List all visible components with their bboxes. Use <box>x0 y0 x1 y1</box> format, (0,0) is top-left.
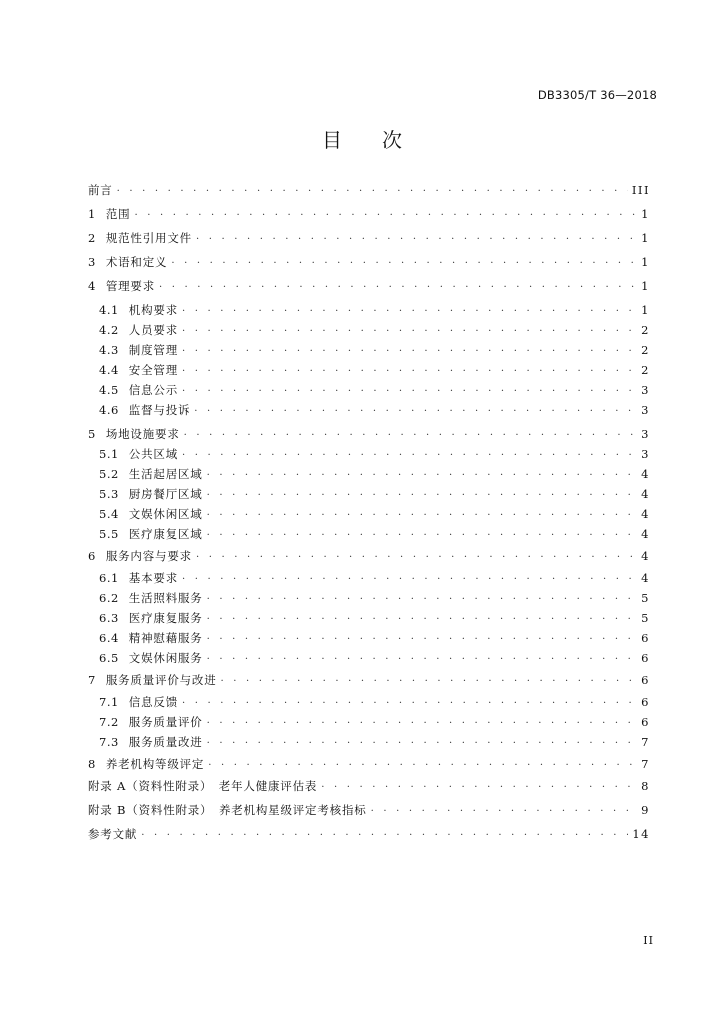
toc-entry-page: 4 <box>641 527 650 541</box>
toc-leader-dots <box>207 485 636 501</box>
toc-entry[interactable] <box>99 362 650 378</box>
toc-entry[interactable] <box>88 426 650 442</box>
toc-entry-label: 监督与投诉 <box>128 403 191 417</box>
toc-entry-page: 5 <box>641 591 650 605</box>
toc-entry-number: 4 <box>88 279 96 293</box>
toc-entry[interactable] <box>99 446 650 462</box>
toc-entry-page: 2 <box>641 323 650 337</box>
toc-entry[interactable] <box>99 694 650 710</box>
toc-entry[interactable] <box>99 382 650 398</box>
toc-entry-label: 人员要求 <box>128 323 178 337</box>
toc-entry-number: 1 <box>88 207 96 221</box>
toc-leader-dots <box>207 629 636 645</box>
toc-leader-dots <box>207 505 636 521</box>
toc-entry-number: 7.2 <box>99 715 119 729</box>
toc-entry-page: 3 <box>641 427 650 441</box>
toc-entry[interactable] <box>99 650 650 666</box>
page-number: II <box>643 934 654 947</box>
toc-leader-dots <box>207 733 636 749</box>
toc-entry-page: 4 <box>641 507 650 521</box>
toc-entry-page: 9 <box>641 803 650 817</box>
toc-leader-dots <box>196 547 636 563</box>
toc-entry-number: 6.2 <box>99 591 119 605</box>
toc-entry[interactable] <box>88 548 650 564</box>
toc-leader-dots <box>182 361 636 377</box>
toc-entry-label: 管理要求 <box>105 279 156 293</box>
toc-leader-dots <box>134 205 636 221</box>
toc-entry-number: 6.3 <box>99 611 119 625</box>
toc-leader-dots <box>194 401 636 417</box>
toc-entry[interactable] <box>99 342 650 358</box>
toc-entry[interactable] <box>99 526 650 542</box>
toc-entry-number: 5.5 <box>99 527 119 541</box>
toc-entry-number: 4.5 <box>99 383 119 397</box>
toc-entry-label: 服务质量评价 <box>128 715 203 729</box>
toc-entry-number: 4.3 <box>99 343 119 357</box>
toc-leader-dots <box>171 253 636 269</box>
toc-entry-label: 文娱休闲区域 <box>128 507 203 521</box>
toc-entry-page: 14 <box>632 827 650 841</box>
toc-entry[interactable] <box>88 778 650 794</box>
toc-entry-page: 6 <box>641 651 650 665</box>
toc-entry-page: 4 <box>641 549 650 563</box>
toc-leader-dots <box>117 181 628 197</box>
toc-entry[interactable] <box>99 302 650 318</box>
toc-entry-label: 服务质量改进 <box>128 735 203 749</box>
toc-entry-page: 3 <box>641 383 650 397</box>
toc-leader-dots <box>182 321 636 337</box>
toc-entry-label: 安全管理 <box>128 363 178 377</box>
toc-entry-page: 5 <box>641 611 650 625</box>
toc-entry-label: 养老机构等级评定 <box>105 757 205 771</box>
toc-entry-number: 6 <box>88 549 96 563</box>
toc-leader-dots <box>208 755 636 771</box>
toc-entry-number: 6.4 <box>99 631 119 645</box>
toc-entry[interactable] <box>88 206 650 222</box>
toc-entry[interactable] <box>99 714 650 730</box>
toc-entry-label: 附录 A（资料性附录） 老年人健康评估表 <box>88 779 318 793</box>
toc-entry-number: 4.6 <box>99 403 119 417</box>
toc-entry-label: 范围 <box>105 207 131 221</box>
toc-entry-page: 1 <box>641 255 650 269</box>
toc-entry-number: 3 <box>88 255 96 269</box>
toc-entry[interactable] <box>88 802 650 818</box>
toc-entry-label: 术语和定义 <box>105 255 168 269</box>
toc-leader-dots <box>159 277 636 293</box>
toc-leader-dots <box>207 713 636 729</box>
toc-leader-dots <box>182 445 636 461</box>
toc-entry[interactable] <box>99 590 650 606</box>
toc-entry-label: 机构要求 <box>128 303 178 317</box>
toc-entry-label: 精神慰藉服务 <box>128 631 203 645</box>
toc-entry-page: 6 <box>641 695 650 709</box>
toc-entry-page: 8 <box>641 779 650 793</box>
toc-entry-page: 6 <box>641 715 650 729</box>
toc-leader-dots <box>182 341 636 357</box>
toc-entry-page: 7 <box>641 757 650 771</box>
toc-entry-page: 2 <box>641 343 650 357</box>
toc-entry[interactable] <box>99 610 650 626</box>
toc-leader-dots <box>184 425 636 441</box>
toc-leader-dots <box>182 693 636 709</box>
toc-entry-label: 生活起居区域 <box>128 467 203 481</box>
toc-entry-label: 场地设施要求 <box>105 427 180 441</box>
toc-entry-label: 信息公示 <box>128 383 178 397</box>
toc-leader-dots <box>141 825 628 841</box>
toc-entry-page: 1 <box>641 303 650 317</box>
toc-leader-dots <box>182 569 636 585</box>
toc-entry-page: 1 <box>641 207 650 221</box>
toc-entry-number: 4.1 <box>99 303 119 317</box>
page-title <box>0 124 724 153</box>
title-part-2: 次 <box>382 128 402 152</box>
toc-entry[interactable] <box>88 230 650 246</box>
toc-entry[interactable] <box>99 734 650 750</box>
toc-entry-page: 4 <box>641 487 650 501</box>
toc-entry[interactable] <box>99 322 650 338</box>
toc-entry-number: 5.4 <box>99 507 119 521</box>
toc-entry-page: 4 <box>641 467 650 481</box>
toc-entry-number: 7 <box>88 673 96 687</box>
toc-entry-page: 3 <box>641 447 650 461</box>
toc-entry[interactable] <box>88 756 650 772</box>
toc-entry-label: 参考文献 <box>88 827 138 841</box>
toc-entry[interactable] <box>88 826 650 842</box>
document-code: DB3305/T 36—2018 <box>537 88 657 102</box>
toc-entry-label: 医疗康复区域 <box>128 527 203 541</box>
toc-entry[interactable] <box>88 672 650 688</box>
toc-entry-number: 5 <box>88 427 96 441</box>
toc-entry-page: 4 <box>641 571 650 585</box>
toc-entry-label: 公共区域 <box>128 447 178 461</box>
toc-entry-label: 附录 B（资料性附录） 养老机构星级评定考核指标 <box>88 803 367 817</box>
toc-entry-number: 6.1 <box>99 571 119 585</box>
toc-entry-page: 3 <box>641 403 650 417</box>
toc-entry-page: 7 <box>641 735 650 749</box>
toc-entry-label: 规范性引用文件 <box>105 231 192 245</box>
toc-entry-page: 1 <box>641 231 650 245</box>
toc-entry-label: 信息反馈 <box>128 695 178 709</box>
toc-entry-number: 5.3 <box>99 487 119 501</box>
toc-entry-label: 服务质量评价与改进 <box>105 673 217 687</box>
toc-entry[interactable] <box>88 182 650 198</box>
toc-entry-label: 医疗康复服务 <box>128 611 203 625</box>
toc-leader-dots <box>207 525 636 541</box>
toc-entry-page: 6 <box>641 673 650 687</box>
toc-leader-dots <box>321 777 636 793</box>
toc-entry-page: 1 <box>641 279 650 293</box>
toc-entry[interactable] <box>99 570 650 586</box>
toc-entry[interactable] <box>99 506 650 522</box>
toc-leader-dots <box>182 301 636 317</box>
toc-entry-number: 7.1 <box>99 695 119 709</box>
toc-entry-page: 6 <box>641 631 650 645</box>
toc-entry-label: 制度管理 <box>128 343 178 357</box>
toc-leader-dots <box>207 589 636 605</box>
toc-entry-page: 2 <box>641 363 650 377</box>
toc-leader-dots <box>196 229 636 245</box>
toc-entry[interactable] <box>99 630 650 646</box>
toc-entry-number: 8 <box>88 757 96 771</box>
toc-entry-number: 5.2 <box>99 467 119 481</box>
toc-entry-number: 4.2 <box>99 323 119 337</box>
toc-leader-dots <box>371 801 636 817</box>
toc-leader-dots <box>221 671 636 687</box>
toc-entry[interactable] <box>88 254 650 270</box>
toc-entry-number: 2 <box>88 231 96 245</box>
toc-leader-dots <box>207 649 636 665</box>
toc-entry-label: 前言 <box>88 183 113 197</box>
toc-entry-page: III <box>631 183 650 197</box>
toc-entry-number: 4.4 <box>99 363 119 377</box>
toc-entry[interactable] <box>99 466 650 482</box>
toc-entry[interactable] <box>99 486 650 502</box>
toc-entry[interactable] <box>88 278 650 294</box>
toc-leader-dots <box>182 381 636 397</box>
toc-entry-number: 6.5 <box>99 651 119 665</box>
toc-leader-dots <box>207 609 636 625</box>
toc-leader-dots <box>207 465 636 481</box>
toc-entry[interactable] <box>99 402 650 418</box>
toc-entry-label: 基本要求 <box>128 571 178 585</box>
toc-entry-number: 7.3 <box>99 735 119 749</box>
title-part-1: 目 <box>322 128 342 152</box>
toc-entry-label: 厨房餐厅区域 <box>128 487 203 501</box>
toc-entry-number: 5.1 <box>99 447 119 461</box>
toc-entry-label: 文娱休闲服务 <box>128 651 203 665</box>
toc-entry-label: 服务内容与要求 <box>105 549 192 563</box>
toc-entry-label: 生活照料服务 <box>128 591 203 605</box>
